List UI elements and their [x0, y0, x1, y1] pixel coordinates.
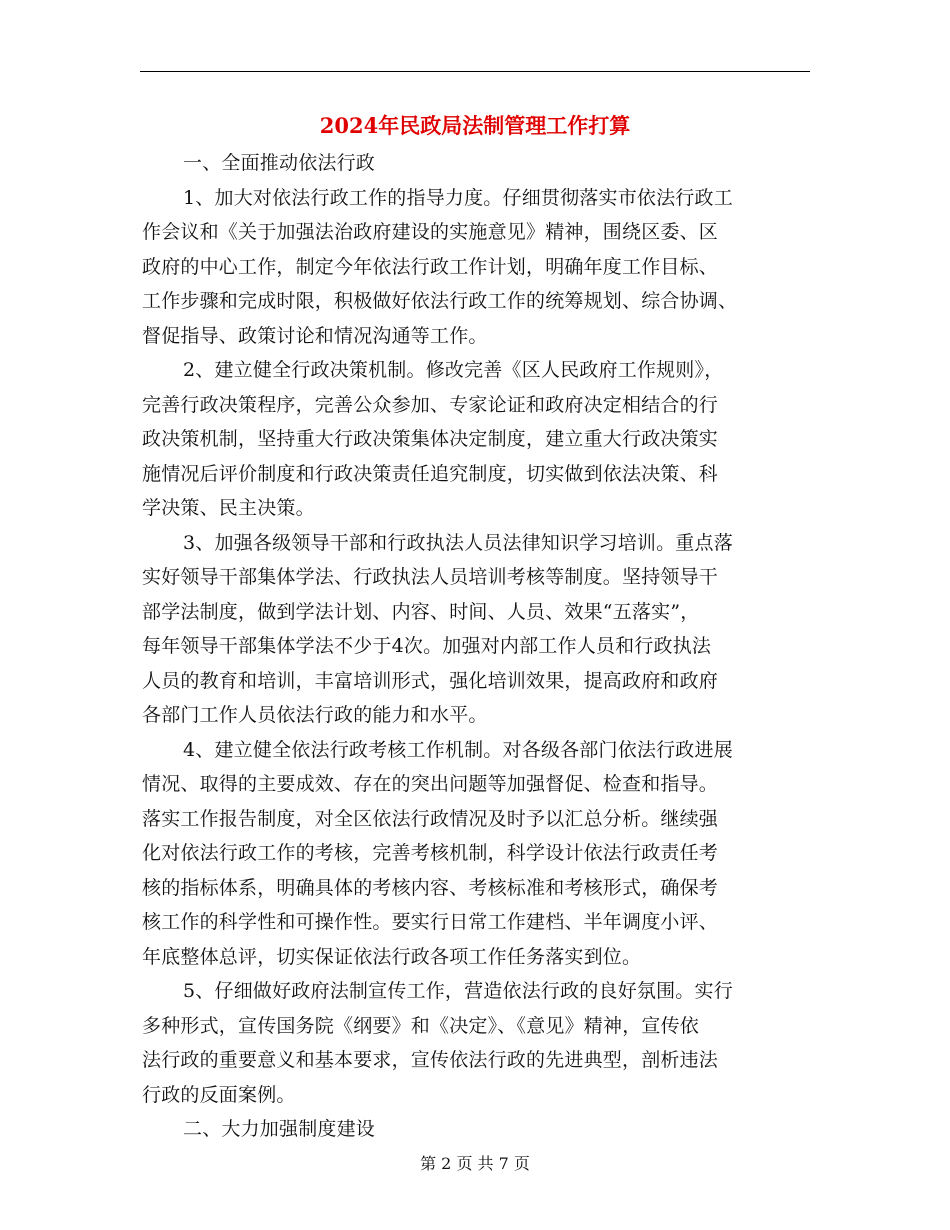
paragraph-line: 3、加强各级领导干部和行政执法人员法律知识学习培训。重点落: [183, 531, 733, 554]
section-heading: 二、大力加强制度建设: [183, 1118, 376, 1140]
paragraph-line: 多种形式，宣传国务院《纲要》和《决定》、《意见》精神，宣传依: [142, 1014, 700, 1037]
paragraph-line: 4、建立健全依法行政考核工作机制。对各级各部门依法行政进展: [183, 738, 733, 761]
paragraph-line: 落实工作报告制度，对全区依法行政情况及时予以汇总分析。继续强: [142, 807, 719, 830]
paragraph-line: 行政的反面案例。: [142, 1083, 296, 1106]
paragraph-line: 工作步骤和完成时限，积极做好依法行政工作的统筹规划、综合协调、: [142, 290, 738, 312]
header-rule: [140, 71, 810, 72]
paragraph-line: 年底整体总评，切实保证依法行政各项工作任务落实到位。: [142, 945, 642, 968]
paragraph-line: 法行政的重要意义和基本要求，宣传依法行政的先进典型，剖析违法: [142, 1049, 719, 1071]
paragraph-line: 学决策、民主决策。: [142, 497, 315, 519]
paragraph-line: 每年领导干部集体学法不少于4次。加强对内部工作人员和行政执法: [142, 635, 712, 657]
page-number: 第 2 页 共 7 页: [420, 1154, 530, 1173]
paragraph-line: 情况、取得的主要成效、存在的突出问题等加强督促、检查和指导。: [142, 773, 719, 795]
paragraph-line: 施情况后评价制度和行政决策责任追究制度，切实做到依法决策、科: [142, 462, 719, 485]
document-body: [142, 146, 812, 1147]
document-title: 2024年民政局法制管理工作打算: [319, 113, 631, 138]
paragraph-line: 1、加大对依法行政工作的指导力度。仔细贯彻落实市依法行政工: [183, 186, 733, 209]
paragraph-line: 核的指标体系，明确具体的考核内容、考核标准和考核形式，确保考: [142, 876, 719, 899]
paragraph-line: 2、建立健全行政决策机制。修改完善《区人民政府工作规则》，: [183, 359, 724, 381]
paragraph-line: 政决策机制，坚持重大行政决策集体决定制度，建立重大行政决策实: [142, 428, 719, 450]
paragraph-line: 人员的教育和培训，丰富培训形式，强化培训效果，提高政府和政府: [142, 669, 719, 692]
paragraph-line: 核工作的科学性和可操作性。要实行日常工作建档、半年调度小评、: [142, 911, 719, 933]
paragraph-line: 5、仔细做好政府法制宣传工作，营造依法行政的良好氛围。实行: [183, 980, 733, 1002]
paragraph-line: 部学法制度，做到学法计划、内容、时间、人员、效果“五落实”，: [142, 600, 700, 623]
paragraph-line: 作会议和《关于加强法治政府建设的实施意见》精神，围绕区委、区: [142, 221, 719, 243]
section-heading: 一、全面推动依法行政: [183, 152, 376, 174]
paragraph-line: 督促指导、政策讨论和情况沟通等工作。: [142, 324, 488, 347]
paragraph-line: 各部门工作人员依法行政的能力和水平。: [142, 704, 488, 726]
paragraph-line: 化对依法行政工作的考核，完善考核机制，科学设计依法行政责任考: [142, 842, 719, 864]
paragraph-line: 实好领导干部集体学法、行政执法人员培训考核等制度。坚持领导干: [142, 566, 719, 588]
paragraph-line: 政府的中心工作，制定今年依法行政工作计划，明确年度工作目标、: [142, 255, 719, 278]
paragraph-line: 完善行政决策程序，完善公众参加、专家论证和政府决定相结合的行: [142, 393, 719, 416]
